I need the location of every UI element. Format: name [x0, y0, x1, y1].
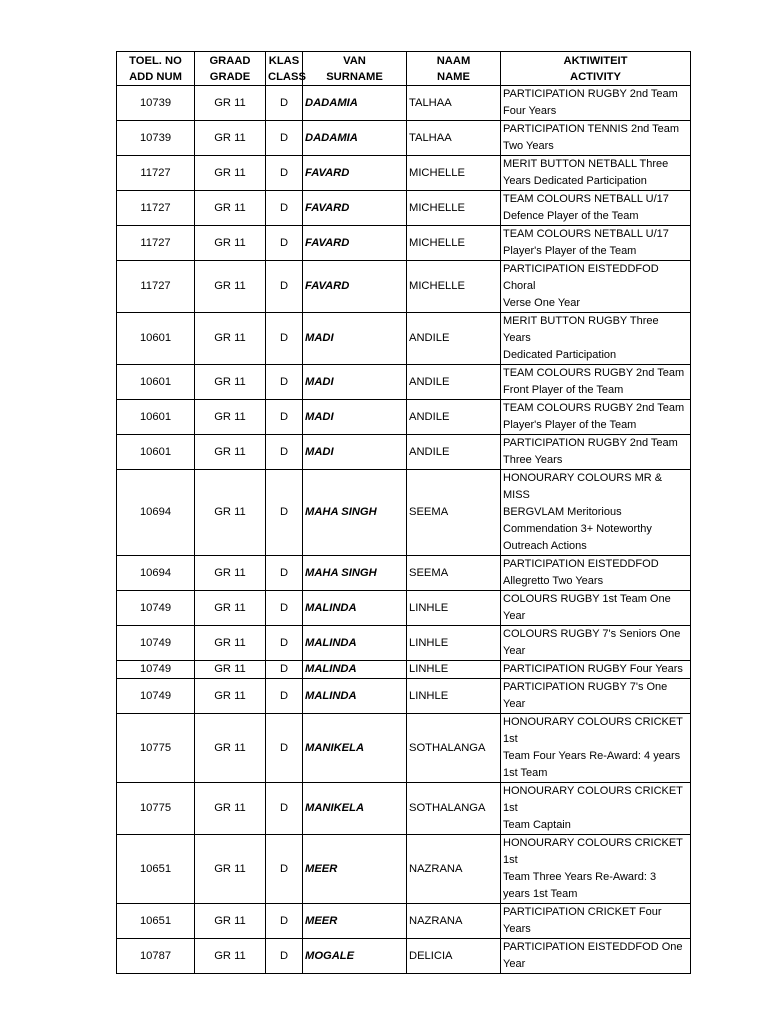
name-cell: MICHELLE: [407, 226, 501, 261]
add-num-cell: 10601: [117, 365, 195, 400]
name-cell: NAZRANA: [407, 904, 501, 939]
class-cell: D: [266, 835, 303, 904]
activity-line: HONOURARY COLOURS CRICKET 1st: [503, 785, 683, 814]
class-cell: D: [266, 86, 303, 121]
add-num-cell: 10775: [117, 783, 195, 835]
activity-cell: [501, 679, 691, 714]
surname-cell: FAVARD: [303, 156, 407, 191]
activity-cell: [501, 835, 691, 904]
activity-cell: [501, 939, 691, 974]
activity-line: Defence Player of the Team: [503, 210, 639, 222]
class-cell: D: [266, 470, 303, 556]
table-row: [117, 156, 691, 191]
name-cell: SEEMA: [407, 470, 501, 556]
class-cell: D: [266, 939, 303, 974]
grade-cell: GR 11: [195, 679, 266, 714]
activity-line: Allegretto Two Years: [503, 575, 604, 587]
table-row: [117, 313, 691, 365]
activity-line: PARTICIPATION RUGBY 2nd Team: [503, 437, 678, 449]
activity-line: PARTICIPATION CRICKET Four Years: [503, 906, 662, 935]
class-cell: D: [266, 591, 303, 626]
grade-cell: GR 11: [195, 435, 266, 470]
activity-cell: [501, 226, 691, 261]
name-cell: LINHLE: [407, 591, 501, 626]
header-grade: [195, 52, 266, 86]
surname-cell: MOGALE: [303, 939, 407, 974]
surname-cell: MANIKELA: [303, 783, 407, 835]
activity-line: Team Three Years Re-Award: 3: [503, 871, 657, 883]
activity-line: TEAM COLOURS NETBALL U/17: [503, 193, 669, 205]
name-cell: SEEMA: [407, 556, 501, 591]
header-line: ACTIVITY: [570, 70, 621, 83]
surname-cell: MEER: [303, 904, 407, 939]
header-row: [117, 52, 691, 86]
add-num-cell: 10749: [117, 679, 195, 714]
name-cell: TALHAA: [407, 121, 501, 156]
surname-cell: MAHA SINGH: [303, 556, 407, 591]
header-line: CLASS: [268, 70, 306, 83]
activity-line: PARTICIPATION RUGBY 7's One: [503, 681, 668, 693]
grade-cell: GR 11: [195, 591, 266, 626]
activity-line: TEAM COLOURS RUGBY 2nd Team: [503, 402, 685, 414]
name-cell: MICHELLE: [407, 191, 501, 226]
add-num-cell: 10651: [117, 904, 195, 939]
name-cell: DELICIA: [407, 939, 501, 974]
table-row: [117, 661, 691, 679]
add-num-cell: 10651: [117, 835, 195, 904]
activity-line: HONOURARY COLOURS MR & MISS: [503, 472, 663, 501]
activity-cell: [501, 261, 691, 313]
table-body: [117, 86, 691, 974]
activity-line: PARTICIPATION RUGBY Four Years: [503, 663, 683, 675]
surname-cell: MANIKELA: [303, 714, 407, 783]
activity-line: BERGVLAM Meritorious: [503, 506, 622, 518]
surname-cell: DADAMIA: [303, 121, 407, 156]
activity-line: PARTICIPATION EISTEDDFOD Choral: [503, 263, 659, 292]
table-row: [117, 226, 691, 261]
activity-cell: [501, 661, 691, 679]
add-num-cell: 10749: [117, 626, 195, 661]
surname-cell: MAHA SINGH: [303, 470, 407, 556]
add-num-cell: 11727: [117, 156, 195, 191]
class-cell: D: [266, 191, 303, 226]
surname-cell: FAVARD: [303, 226, 407, 261]
activity-line: PARTICIPATION RUGBY 2nd Team: [503, 88, 678, 100]
add-num-cell: 10694: [117, 556, 195, 591]
surname-cell: MALINDA: [303, 661, 407, 679]
activity-line: years 1st Team: [503, 888, 578, 900]
add-num-cell: 10749: [117, 661, 195, 679]
name-cell: TALHAA: [407, 86, 501, 121]
header-line: GRADE: [209, 70, 251, 83]
class-cell: D: [266, 261, 303, 313]
activity-cell: [501, 435, 691, 470]
grade-cell: GR 11: [195, 156, 266, 191]
activity-cell: [501, 591, 691, 626]
activity-line: Four Years: [503, 105, 557, 117]
table-row: [117, 470, 691, 556]
activity-line: Team Four Years Re-Award: 4 years: [503, 750, 681, 762]
activity-cell: [501, 904, 691, 939]
class-cell: D: [266, 556, 303, 591]
grade-cell: GR 11: [195, 470, 266, 556]
surname-cell: MADI: [303, 435, 407, 470]
table-row: [117, 86, 691, 121]
activity-line: Two Years: [503, 140, 554, 152]
activity-line: HONOURARY COLOURS CRICKET 1st: [503, 716, 683, 745]
table-row: [117, 365, 691, 400]
activity-line: Dedicated Participation: [503, 349, 617, 361]
header-line: TOEL. NO: [129, 54, 182, 67]
activity-line: COLOURS RUGBY 1st Team One: [503, 593, 671, 605]
surname-cell: MALINDA: [303, 679, 407, 714]
add-num-cell: 11727: [117, 226, 195, 261]
class-cell: D: [266, 783, 303, 835]
name-cell: MICHELLE: [407, 261, 501, 313]
activity-cell: [501, 86, 691, 121]
activity-cell: [501, 400, 691, 435]
class-cell: D: [266, 400, 303, 435]
grade-cell: GR 11: [195, 835, 266, 904]
table-row: [117, 591, 691, 626]
header-line: NAAM: [436, 54, 471, 67]
header-surname: [303, 52, 407, 86]
activity-line: Years Dedicated Participation: [503, 175, 647, 187]
grade-cell: GR 11: [195, 226, 266, 261]
grade-cell: GR 11: [195, 365, 266, 400]
activity-line: TEAM COLOURS NETBALL U/17: [503, 228, 669, 240]
table-row: [117, 626, 691, 661]
table-row: [117, 939, 691, 974]
activity-cell: [501, 783, 691, 835]
table-row: [117, 835, 691, 904]
grade-cell: GR 11: [195, 904, 266, 939]
activity-line: Player's Player of the Team: [503, 245, 637, 257]
activity-cell: [501, 313, 691, 365]
table-row: [117, 556, 691, 591]
name-cell: LINHLE: [407, 679, 501, 714]
grade-cell: GR 11: [195, 191, 266, 226]
activity-line: TEAM COLOURS RUGBY 2nd Team: [503, 367, 685, 379]
grade-cell: GR 11: [195, 261, 266, 313]
name-cell: MICHELLE: [407, 156, 501, 191]
activity-line: PARTICIPATION TENNIS 2nd Team: [503, 123, 680, 135]
header-line: NAME: [437, 70, 470, 83]
name-cell: SOTHALANGA: [407, 783, 501, 835]
activity-cell: [501, 156, 691, 191]
class-cell: D: [266, 313, 303, 365]
surname-cell: MALINDA: [303, 591, 407, 626]
name-cell: LINHLE: [407, 626, 501, 661]
class-cell: D: [266, 904, 303, 939]
add-num-cell: 10601: [117, 313, 195, 365]
add-num-cell: 10775: [117, 714, 195, 783]
header-line: SURNAME: [326, 70, 383, 83]
class-cell: D: [266, 156, 303, 191]
surname-cell: MADI: [303, 365, 407, 400]
grade-cell: GR 11: [195, 121, 266, 156]
grade-cell: GR 11: [195, 400, 266, 435]
activity-line: Front Player of the Team: [503, 384, 624, 396]
surname-cell: MEER: [303, 835, 407, 904]
name-cell: ANDILE: [407, 435, 501, 470]
activity-cell: [501, 121, 691, 156]
header-class: [266, 52, 306, 86]
surname-cell: DADAMIA: [303, 86, 407, 121]
surname-cell: MADI: [303, 313, 407, 365]
name-cell: LINHLE: [407, 661, 501, 679]
class-cell: D: [266, 714, 303, 783]
header-line: KLAS: [268, 54, 300, 67]
add-num-cell: 10601: [117, 400, 195, 435]
class-cell: D: [266, 365, 303, 400]
name-cell: NAZRANA: [407, 835, 501, 904]
surname-cell: MALINDA: [303, 626, 407, 661]
table-row: [117, 191, 691, 226]
activity-line: Three Years: [503, 454, 563, 466]
add-num-cell: 11727: [117, 191, 195, 226]
class-cell: D: [266, 679, 303, 714]
add-num-cell: 10739: [117, 86, 195, 121]
add-num-cell: 10749: [117, 591, 195, 626]
add-num-cell: 10739: [117, 121, 195, 156]
class-cell: D: [266, 661, 303, 679]
class-cell: D: [266, 226, 303, 261]
activity-line: 1st Team: [503, 767, 548, 779]
surname-cell: FAVARD: [303, 261, 407, 313]
add-num-cell: 10601: [117, 435, 195, 470]
grade-cell: GR 11: [195, 714, 266, 783]
table-row: [117, 435, 691, 470]
table-row: [117, 400, 691, 435]
activity-line: Year: [503, 610, 526, 622]
activity-line: MERIT BUTTON NETBALL Three: [503, 158, 669, 170]
activity-line: Outreach Actions: [503, 540, 587, 552]
name-cell: ANDILE: [407, 365, 501, 400]
table-row: [117, 261, 691, 313]
activity-line: Commendation 3+ Noteworthy: [503, 523, 652, 535]
activity-line: Team Captain: [503, 819, 571, 831]
activity-line: Year: [503, 698, 526, 710]
table-row: [117, 904, 691, 939]
header-name: [407, 52, 501, 86]
name-cell: ANDILE: [407, 400, 501, 435]
header-line: GRAAD: [209, 54, 251, 67]
add-num-cell: 10694: [117, 470, 195, 556]
table-row: [117, 679, 691, 714]
surname-cell: FAVARD: [303, 191, 407, 226]
table-row: [117, 121, 691, 156]
activity-cell: [501, 191, 691, 226]
grade-cell: GR 11: [195, 86, 266, 121]
activity-cell: [501, 470, 691, 556]
table-row: [117, 714, 691, 783]
activity-line: Year: [503, 958, 526, 970]
header-line: AKTIWITEIT: [563, 54, 628, 67]
surname-cell: MADI: [303, 400, 407, 435]
activity-line: Year: [503, 645, 526, 657]
activity-cell: [501, 556, 691, 591]
class-cell: D: [266, 626, 303, 661]
activity-cell: [501, 714, 691, 783]
activity-line: PARTICIPATION EISTEDDFOD: [503, 558, 659, 570]
name-cell: ANDILE: [407, 313, 501, 365]
class-cell: D: [266, 121, 303, 156]
grade-cell: GR 11: [195, 661, 266, 679]
name-cell: SOTHALANGA: [407, 714, 501, 783]
grade-cell: GR 11: [195, 626, 266, 661]
activity-cell: [501, 626, 691, 661]
add-num-cell: 11727: [117, 261, 195, 313]
activity-line: Verse One Year: [503, 297, 581, 309]
activity-line: COLOURS RUGBY 7's Seniors One: [503, 628, 681, 640]
header-line: ADD NUM: [129, 70, 182, 83]
activity-line: PARTICIPATION EISTEDDFOD One: [503, 941, 683, 953]
grade-cell: GR 11: [195, 939, 266, 974]
activity-line: Player's Player of the Team: [503, 419, 637, 431]
activity-line: MERIT BUTTON RUGBY Three Years: [503, 315, 659, 344]
activity-cell: [501, 365, 691, 400]
add-num-cell: 10787: [117, 939, 195, 974]
table-row: [117, 783, 691, 835]
header-line: VAN: [343, 54, 366, 67]
grade-cell: GR 11: [195, 783, 266, 835]
awards-table: [116, 51, 691, 974]
class-cell: D: [266, 435, 303, 470]
grade-cell: GR 11: [195, 556, 266, 591]
activity-line: HONOURARY COLOURS CRICKET 1st: [503, 837, 683, 866]
grade-cell: GR 11: [195, 313, 266, 365]
header-activity: [501, 52, 691, 86]
header-add-num: [117, 52, 195, 86]
